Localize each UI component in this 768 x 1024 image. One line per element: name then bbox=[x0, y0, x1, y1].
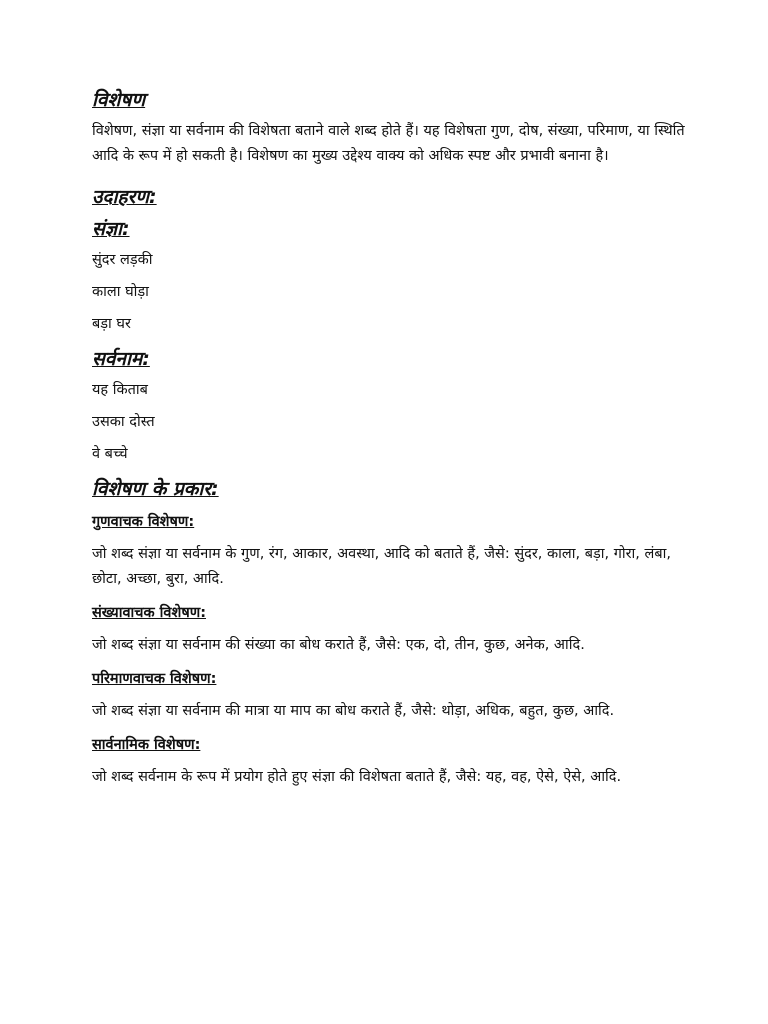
type-desc-sankhyavachak: जो शब्द संज्ञा या सर्वनाम की संख्या का बोध कराते हैं, जैसे: एक, दो, तीन, कुछ, अनेक, आदि. bbox=[92, 637, 585, 653]
intro-paragraph: विशेषण, संज्ञा या सर्वनाम की विशेषता बताने वाले शब्द होते हैं। यह विशेषता गुण, दोष, संख्या, परिमाण, या स्थिति आदि के रूप में हो सकती है। विशेषण का मुख्य उद्देश्य वाक्य को अधिक स्पष्ट और प्रभावी बनाना है। bbox=[92, 123, 685, 164]
noun-example: काला घोड़ा bbox=[92, 284, 149, 300]
type-heading-sarvanamik: सार्वनामिक विशेषण: bbox=[92, 737, 201, 753]
noun-heading: संज्ञा: bbox=[92, 218, 130, 240]
document-page bbox=[92, 86, 692, 790]
type-desc-parimanvachak: जो शब्द संज्ञा या सर्वनाम की मात्रा या माप का बोध कराते हैं, जैसे: थोड़ा, अधिक, बहुत, कुछ, आदि. bbox=[92, 703, 615, 719]
pronoun-example: उसका दोस्त bbox=[92, 414, 155, 430]
types-heading: विशेषण के प्रकार: bbox=[92, 478, 219, 500]
type-desc-sarvanamik: जो शब्द सर्वनाम के रूप में प्रयोग होते हुए संज्ञा की विशेषता बताते हैं, जैसे: यह, वह, ऐसे, ऐसे, आदि. bbox=[92, 769, 622, 785]
type-heading-sankhyavachak: संख्यावाचक विशेषण: bbox=[92, 605, 206, 621]
noun-example: बड़ा घर bbox=[92, 316, 131, 332]
type-heading-parimanvachak: परिमाणवाचक विशेषण: bbox=[92, 671, 217, 687]
pronoun-example: यह किताब bbox=[92, 382, 148, 398]
page-title: विशेषण bbox=[92, 89, 146, 111]
pronoun-heading: सर्वनाम: bbox=[92, 348, 150, 370]
noun-example: सुंदर लड़की bbox=[92, 252, 153, 268]
examples-heading: उदाहरण: bbox=[92, 186, 157, 208]
type-heading-gunvachak: गुणवाचक विशेषण: bbox=[92, 514, 195, 530]
type-desc-gunvachak: जो शब्द संज्ञा या सर्वनाम के गुण, रंग, आकार, अवस्था, आदि को बताते हैं, जैसे: सुंदर, काला, बड़ा, गोरा, लंबा, छोटा, अच्छा, बुरा, आदि. bbox=[92, 546, 671, 587]
pronoun-example: वे बच्चे bbox=[92, 446, 128, 462]
